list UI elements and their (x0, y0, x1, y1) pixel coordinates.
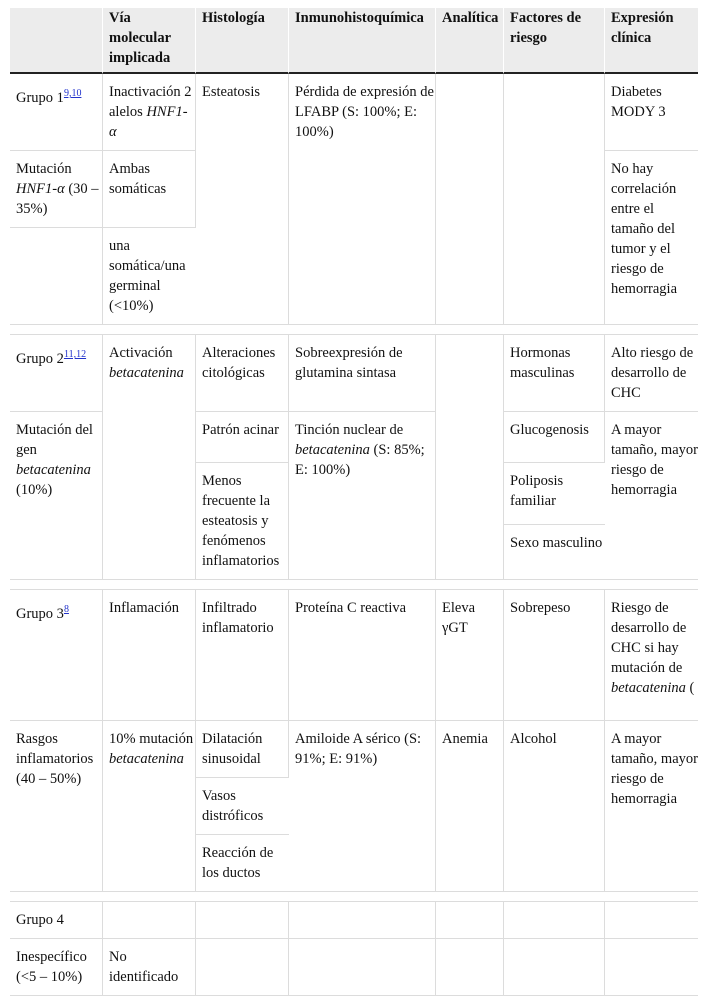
header-via: Vía molecular implicada (103, 8, 196, 74)
g2-ihq1: Sobreexpresión de glutamina sintasa (289, 335, 436, 412)
g3-histo2: Dilatación sinusoidal (196, 721, 289, 778)
g3-risk1: Sobrepeso (504, 590, 605, 721)
g4-inespecifico: Inespecífico (<5 – 10%) (10, 939, 103, 996)
header-analitica: Analítica (436, 8, 504, 74)
g1-via3: una somática/una germinal (<10%) (103, 228, 196, 325)
adenoma-classification-table (10, 8, 698, 996)
g2-lab (436, 335, 504, 580)
header-histologia: Histología (196, 8, 289, 74)
g1-clin1: Diabetes MODY 3 (605, 74, 698, 151)
g3-lab2: Anemia (436, 721, 504, 892)
g4-via: No identificado (103, 939, 196, 996)
g1-mutation: Mutación HNF1-α (30 – 35%) (10, 151, 103, 228)
g2-risk3: Poliposis familiar (504, 463, 605, 525)
g2-histo3: Menos frecuente la esteatosis y fenómenos inflamatorios (196, 463, 289, 580)
g3-rasgos: Rasgos inflamatorios (40 – 50%) (10, 721, 103, 892)
g2-risk4: Sexo masculino (504, 525, 605, 580)
header-row (10, 8, 698, 74)
g2-risk1: Hormonas masculinas (504, 335, 605, 412)
g3-histo3: Vasos distróficos (196, 778, 289, 835)
g1-name: Grupo 1$^{9,10}$ (10, 74, 103, 151)
g3-histo1: Infiltrado inflamatorio (196, 590, 289, 721)
g1-via1: Inactivación 2 alelos HNF1-α (103, 74, 196, 151)
g3-risk2: Alcohol (504, 721, 605, 892)
header-inmuno: Inmunohistoquímica (289, 8, 436, 74)
g2-clin2: A mayor tamaño, mayor riesgo de hemorragia (605, 412, 698, 580)
g2-via: Activación betacatenina (103, 335, 196, 580)
g2-histo2: Patrón acinar (196, 412, 289, 463)
g2-clin1: Alto riesgo de desarrollo de CHC (605, 335, 698, 412)
g2-name: Grupo 2$^{11,12}$ (10, 335, 103, 412)
g3-clin2: A mayor tamaño, mayor riesgo de hemorragia (605, 721, 698, 892)
g2-histo1: Alteraciones citológicas (196, 335, 289, 412)
g3-ihq1: Proteína C reactiva (289, 590, 436, 721)
header-empty (10, 8, 103, 74)
g3-name: Grupo 3$^8$ (10, 590, 103, 721)
g1-risk (504, 74, 605, 325)
g2-mutation: Mutación del gen betacatenina (10%) (10, 412, 103, 580)
g3-via2: 10% mutación betacatenina (103, 721, 196, 892)
g1-clin2: No hay correlación entre el tamaño del tumor y el riesgo de hemorragia (605, 151, 698, 325)
g1-ref-link[interactable]: 9,10 (63, 88, 82, 99)
g1-ihq: Pérdida de expresión de LFABP (S: 100%; E: 100%) (289, 74, 436, 325)
g3-histo4: Reacción de los ductos (196, 835, 289, 892)
g3-lab1: Eleva γGT (436, 590, 504, 721)
header-factores: Factores de riesgo (504, 8, 605, 74)
g4-name: Grupo 4 (10, 902, 103, 939)
g1-empty (10, 228, 103, 325)
g3-ihq2: Amiloide A sérico (S: 91%; E: 91%) (289, 721, 436, 892)
g2-risk2: Glucogenosis (504, 412, 605, 463)
g1-lab (436, 74, 504, 325)
g2-ihq2: Tinción nuclear de betacatenina (S: 85%; E: 100%) (289, 412, 436, 580)
g3-ref-link[interactable]: 8 (63, 604, 69, 615)
g1-histo: Esteatosis (196, 74, 289, 325)
g1-via2: Ambas somáticas (103, 151, 196, 228)
header-expresion: Expresión clínica (605, 8, 698, 74)
g2-ref-link[interactable]: 11,12 (63, 349, 87, 360)
g3-via1: Inflamación (103, 590, 196, 721)
g3-clin1: Riesgo de desarrollo de CHC si hay mutación de betacatenina ( (605, 590, 698, 721)
